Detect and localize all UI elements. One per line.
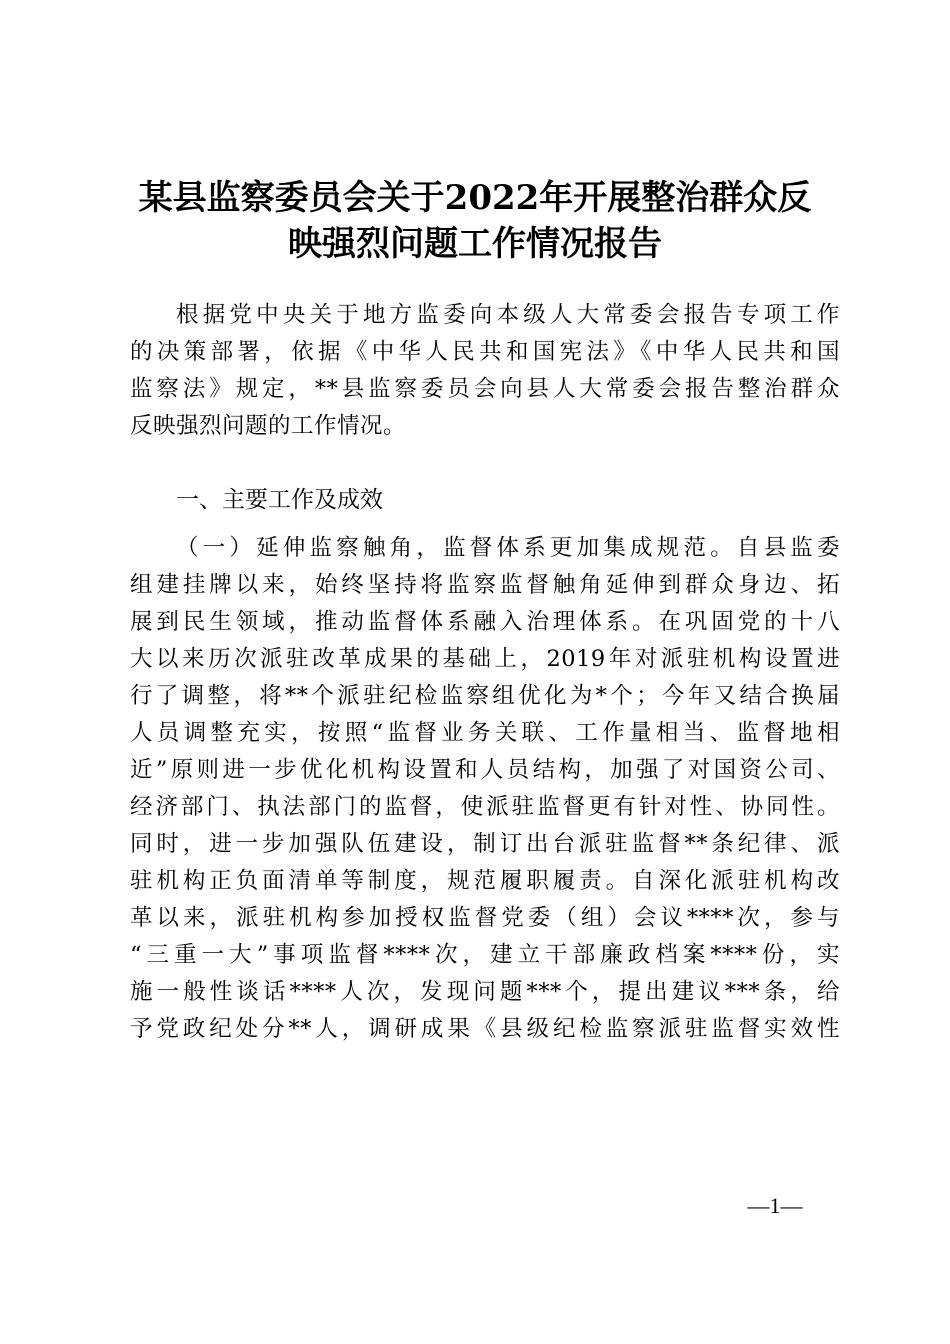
paragraph-line: 施一般性谈话****人次，发现问题***个，提出建议***条，给 <box>130 979 840 1005</box>
paragraph-line: 驻机构正负面清单等制度，规范履职履责。自深化派驻机构改 <box>130 868 840 894</box>
paragraph-line: 大以来历次派驻改革成果的基础上，2019年对派驻机构设置进 <box>130 646 840 672</box>
paragraph-line: “三重一大”事项监督****次，建立干部廉政档案****份，实 <box>130 942 840 968</box>
document-title-line-1: 某县监察委员会关于2022年开展整治群众反 <box>138 178 812 218</box>
section-heading: 一、主要工作及成效 <box>176 487 383 513</box>
intro-paragraph <box>130 297 840 445</box>
paragraph-line: 同时，进一步加强队伍建设，制订出台派驻监督**条纪律、派 <box>130 831 840 857</box>
paragraph-line: 根据党中央关于地方监委向本级人大常委会报告专项工作 <box>176 302 840 328</box>
paragraph-line: 经济部门、执法部门的监督，使派驻监督更有针对性、协同性。 <box>130 794 840 820</box>
paragraph-line: 展到民生领域，推动监督体系融入治理体系。在巩固党的十八 <box>130 609 840 635</box>
paragraph-line: 革以来，派驻机构参加授权监督党委（组）会议****次，参与 <box>130 905 840 931</box>
paragraph-line: 的决策部署，依据《中华人民共和国宪法》《中华人民共和国 <box>130 339 840 365</box>
paragraph-line: （一）延伸监察触角，监督体系更加集成规范。自县监委 <box>176 535 840 561</box>
paragraph-line: 反映强烈问题的工作情况。 <box>130 413 407 439</box>
paragraph-line: 人员调整充实，按照“监督业务关联、工作量相当、监督地相 <box>130 720 840 746</box>
paragraph-line: 予党政纪处分**人，调研成果《县级纪检监察派驻监督实效性 <box>130 1016 840 1042</box>
section-1-paragraph <box>130 530 840 1048</box>
paragraph-line: 组建挂牌以来，始终坚持将监察监督触角延伸到群众身边、拓 <box>130 572 840 598</box>
page-number: —1— <box>747 1193 803 1218</box>
paragraph-line: 行了调整，将**个派驻纪检监察组优化为*个；今年又结合换届 <box>130 683 840 709</box>
paragraph-line: 监察法》规定，**县监察委员会向县人大常委会报告整治群众 <box>130 376 840 402</box>
paragraph-line: 近”原则进一步优化机构设置和人员结构，加强了对国资公司、 <box>130 757 840 783</box>
document-title-line-2: 映强烈问题工作情况报告 <box>288 224 662 264</box>
